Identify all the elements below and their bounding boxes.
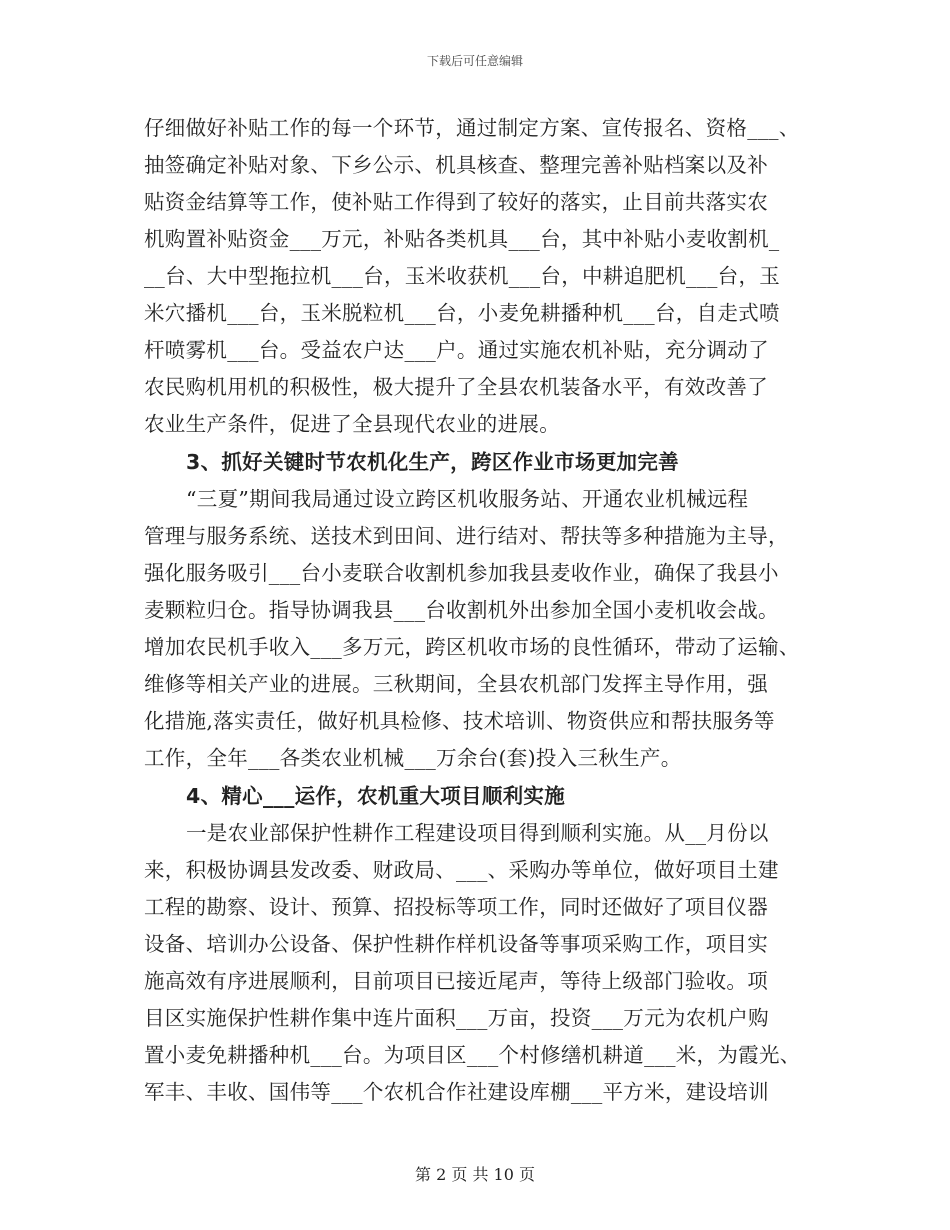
page-header: 下载后可任意编辑: [426, 54, 523, 68]
section-heading: 4、精心___运作，农机重大项目顺利实施: [186, 784, 566, 808]
paragraph-line: 化措施,落实责任，做好机具检修、技术培训、物资供应和帮扶服务等: [144, 709, 775, 733]
paragraph-line: 来，积极协调县发改委、财政局、___、采购办等单位，做好项目土建: [144, 858, 779, 882]
paragraph-line: 仔细做好补贴工作的每一个环节，通过制定方案、宣传报名、资格___、: [144, 116, 800, 140]
paragraph-line: 抽签确定补贴对象、下乡公示、机具核查、整理完善补贴档案以及补: [144, 153, 768, 177]
paragraph-line: 工作，全年___各类农业机械___万余台(套)投入三秋生产。: [144, 746, 682, 770]
paragraph-line: 军丰、丰收、国伟等___个农机合作社建设库棚___平方米，建设培训: [144, 1080, 769, 1104]
paragraph-line: 工程的勘察、设计、预算、招投标等项工作，同时还做好了项目仪器: [144, 895, 768, 919]
paragraph-line: 米穴播机___台，玉米脱粒机___台，小麦免耕播种机___台，自走式喷: [144, 301, 780, 325]
paragraph-line: 麦颗粒归仓。指导协调我县___台收割机外出参加全国小麦机收会战。: [144, 598, 779, 622]
paragraph-line: 设备、培训办公设备、保护性耕作样机设备等事项采购工作，项目实: [144, 932, 768, 956]
section-heading: 3、抓好关键时节农机化生产，跨区作业市场更加完善: [186, 450, 679, 474]
paragraph-line: 农民购机用机的积极性，极大提升了全县农机装备水平，有效改善了: [144, 375, 768, 399]
paragraph-line: 目区实施保护性耕作集中连片面积___万亩，投资___万元为农机户购: [144, 1006, 769, 1030]
paragraph-line: 管理与服务系统、送技术到田间、进行结对、帮扶等多种措施为主导，: [144, 524, 789, 548]
paragraph-line: 强化服务吸引___台小麦联合收割机参加我县麦收作业，确保了我县小: [144, 561, 779, 585]
paragraph-line: 施高效有序进展顺利，目前项目已接近尾声，等待上级部门验收。项: [144, 969, 768, 993]
paragraph-line: 一是农业部保护性耕作工程建设项目得到顺利实施。从__月份以: [186, 821, 769, 845]
paragraph-line: “三夏”期间我局通过设立跨区机收服务站、开通农业机械远程: [186, 487, 749, 511]
paragraph-line: 机购置补贴资金___万元，补贴各类机具___台，其中补贴小麦收割机_: [144, 227, 780, 251]
paragraph-line: __台、大中型拖拉机___台，玉米收获机___台，中耕追肥机___台，玉: [144, 264, 781, 288]
page-footer: 第 2 页 共 10 页: [415, 1165, 535, 1184]
paragraph-line: 农业生产条件，促进了全县现代农业的进展。: [144, 412, 560, 436]
paragraph-line: 维修等相关产业的进展。三秋期间，全县农机部门发挥主导作用，强: [144, 672, 768, 696]
paragraph-line: 增加农民机手收入___多万元，跨区机收市场的良性循环，带动了运输、: [144, 635, 800, 659]
paragraph-line: 贴资金结算等工作，使补贴工作得到了较好的落实，止目前共落实农: [144, 190, 768, 214]
paragraph-line: 置小麦免耕播种机___台。为项目区___个村修缮机耕道___米，为霞光、: [144, 1043, 801, 1067]
paragraph-line: 杆喷雾机___台。受益农户达___户。通过实施农机补贴，充分调动了: [144, 338, 769, 362]
